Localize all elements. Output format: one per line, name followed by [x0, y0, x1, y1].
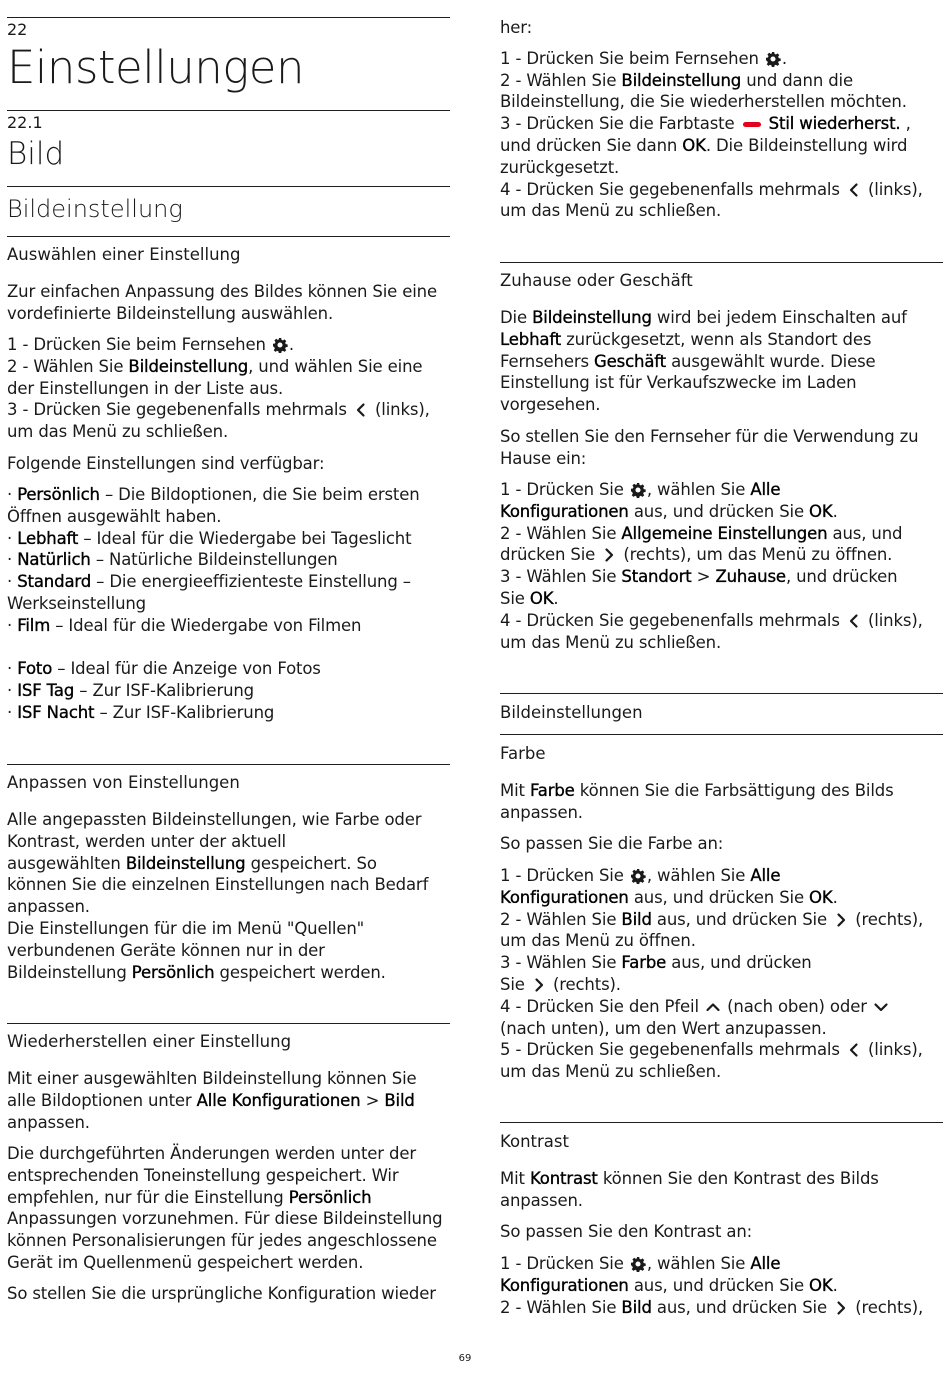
text-line: Mit	[500, 781, 530, 800]
bold-term: Stil wiederherst.	[763, 114, 901, 134]
list-item: · Persönlich – Die Bildoptionen, die Sie beim ersten	[7, 485, 420, 504]
item-name: Natürlich	[17, 550, 91, 570]
step-1: 1 - Drücken Sie	[500, 866, 629, 885]
text-line: alle Bildoptionen unter	[7, 1090, 197, 1110]
item-desc: – Ideal für die Wiedergabe von Filmen	[50, 615, 362, 635]
item-desc: – Zur ISF-Kalibrierung	[74, 680, 255, 700]
red-color-key-icon	[741, 116, 763, 132]
text-line: Bildeinstellung	[7, 962, 132, 982]
text-rest: gespeichert. So	[245, 853, 377, 873]
step-3: 3 - Drücken Sie gegebenenfalls mehrmals	[7, 400, 352, 420]
text-line: Einstellung ist für Verkaufszwecke im Laden	[500, 373, 857, 393]
text-line: Zur einfachen Anpassung des Bildes können Sie eine	[7, 282, 437, 301]
heading-rule	[7, 236, 450, 237]
item-desc: – Ideal für die Wiedergabe bei Tageslicht	[78, 528, 412, 548]
gear-icon	[630, 868, 646, 884]
text-rest: (rechts),	[850, 1297, 924, 1317]
text-line: anpassen.	[7, 1112, 90, 1132]
text-rest: aus, und drücken Sie	[651, 909, 833, 929]
bold-term: OK	[529, 588, 554, 608]
bold-term: Konfigurationen	[500, 501, 629, 521]
heading-bildeinstellungen: Bildeinstellungen	[500, 703, 643, 722]
text-rest: ,	[900, 114, 911, 134]
step-5-cont: um das Menü zu schließen.	[500, 1062, 722, 1082]
bold-term: OK	[809, 887, 833, 907]
text-line: vordefinierte Bildeinstellung auswählen.	[7, 303, 334, 323]
text-line: Die	[500, 308, 533, 327]
step-5: 5 - Drücken Sie gegebenenfalls mehrmals	[500, 1040, 845, 1060]
paragraph-zuhause-2	[500, 426, 943, 470]
text-rest: .	[832, 1275, 838, 1295]
chevron-up-icon	[705, 999, 721, 1015]
chevron-right-icon	[601, 547, 617, 563]
list-item-cont: Werkseinstellung	[7, 593, 147, 613]
gear-icon	[630, 482, 646, 498]
text-line: anpassen.	[500, 802, 583, 822]
step-2: 2 - Wählen Sie	[500, 523, 622, 543]
text-line: Hause ein:	[500, 448, 587, 468]
heading-wiederherstellen: Wiederherstellen einer Einstellung	[7, 1032, 292, 1051]
step-4-cont: um das Menü zu schließen.	[500, 632, 722, 652]
text-line: Mit einer ausgewählten Bildeinstellung können Sie	[7, 1069, 417, 1088]
step-2-rest: und dann die	[741, 70, 853, 90]
list-item-cont: Öffnen ausgewählt haben.	[7, 506, 222, 526]
step-2-cont: der Einstellungen in der Liste aus.	[7, 378, 284, 398]
item-name: Foto	[17, 659, 53, 678]
bold-term: Konfigurationen	[500, 887, 629, 907]
text-rest: (links),	[862, 610, 923, 630]
text-rest: (nach oben) oder	[722, 996, 872, 1016]
bold-term: OK	[809, 1275, 833, 1295]
chevron-right-icon	[531, 977, 547, 993]
step-2: 2 - Wählen Sie	[500, 909, 622, 929]
step-2-cont: Bildeinstellung, die Sie wiederherstellen möchten.	[500, 92, 907, 112]
paragraph-wiederherstellen-1	[7, 1068, 450, 1133]
list-item: · Foto – Ideal für die Anzeige von Fotos	[7, 659, 321, 678]
heading-rule	[500, 693, 943, 694]
text-line: So stellen Sie den Fernseher für die Verwendung zu	[500, 427, 919, 446]
paragraph-wiederherstellen-2	[7, 1143, 450, 1274]
chevron-right-icon	[833, 1300, 849, 1316]
chevron-left-icon	[353, 402, 369, 418]
list-item: · ISF Tag – Zur ISF-Kalibrierung	[7, 680, 255, 700]
paragraph-farbe-2: So passen Sie die Farbe an:	[500, 834, 724, 853]
paragraph-kontrast-2: So passen Sie den Kontrast an:	[500, 1222, 753, 1241]
path-separator: >	[360, 1090, 385, 1110]
subsection-rule	[7, 186, 450, 187]
text-line: Die Einstellungen für die im Menü "Quellen"	[7, 918, 365, 938]
text-line: her:	[500, 18, 533, 37]
step-1: 1 - Drücken Sie beim Fernsehen	[7, 335, 271, 354]
text-rest: zurückgesetzt, wenn als Standort des	[561, 329, 872, 349]
paragraph-anpassen	[7, 809, 450, 983]
heading-farbe: Farbe	[500, 744, 546, 763]
text-rest: aus, und drücken Sie	[628, 887, 810, 907]
list-item: · Standard – Die energieeffizienteste Einstellung –	[7, 572, 411, 592]
text-rest: .	[553, 588, 559, 608]
gear-icon	[630, 1256, 646, 1272]
chapter-title: Einstellungen	[7, 41, 304, 94]
text-line: empfehlen, nur für die Einstellung	[7, 1187, 289, 1207]
item-name: Persönlich	[17, 485, 100, 504]
step-1-end: .	[288, 335, 294, 354]
bold-term: Bildeinstellung	[532, 308, 652, 327]
step-4: 4 - Drücken Sie gegebenenfalls mehrmals	[500, 179, 845, 199]
gear-icon	[272, 337, 288, 353]
bold-term: Bildeinstellung	[128, 356, 249, 376]
step-3: 3 - Wählen Sie	[500, 567, 622, 587]
text-rest: , und drücken	[785, 567, 898, 587]
bold-term: Kontrast	[529, 1169, 598, 1188]
step-2: 2 - Wählen Sie	[7, 356, 129, 376]
text-rest: ausgewählt wurde. Diese	[666, 351, 876, 371]
bold-term: Geschäft	[594, 351, 666, 371]
text-line: verbundenen Geräte können nur in der	[7, 940, 325, 960]
restore-steps	[500, 17, 943, 222]
text-rest: können Sie die Farbsättigung des Bilds	[574, 781, 894, 800]
text-line: anpassen.	[7, 897, 90, 917]
heading-rule	[7, 764, 450, 765]
paragraph-kontrast	[500, 1168, 943, 1212]
bold-term: Farbe	[621, 953, 667, 973]
list-item: · Lebhaft – Ideal für die Wiedergabe bei Tageslicht	[7, 528, 412, 548]
path-separator: >	[691, 567, 716, 587]
text-rest: aus, und drücken	[666, 953, 812, 973]
steps-kontrast	[500, 1253, 943, 1318]
item-desc: – Natürliche Bildeinstellungen	[90, 550, 338, 570]
step-4-rest: (links),	[862, 179, 923, 199]
text-line: Gerät im Quellenmenü gespeichert werden.	[7, 1252, 364, 1272]
item-name: ISF Tag	[17, 680, 75, 700]
bold-term: OK	[809, 501, 833, 521]
text-rest: aus, und drücken Sie	[628, 1275, 810, 1295]
bold-term: Bildeinstellung	[621, 70, 742, 90]
text-line: können Sie die einzelnen Einstellungen nach Bedarf	[7, 875, 429, 895]
text-line: Kontrast, werden unter der aktuell	[7, 831, 286, 851]
bold-term: Persönlich	[288, 1187, 372, 1207]
step-2-cont: drücken Sie	[500, 545, 601, 565]
text-rest: , wählen Sie	[646, 1254, 751, 1273]
text-rest: .	[832, 501, 838, 521]
step-4-cont: um das Menü zu schließen.	[500, 201, 722, 221]
bold-term: Zuhause	[715, 567, 786, 587]
step-1: 1 - Drücken Sie beim Fernsehen	[500, 48, 764, 68]
settings-list	[7, 484, 450, 637]
step-3-cont: Sie	[500, 974, 530, 994]
steps-auswaehlen	[7, 334, 450, 443]
text-line: entsprechenden Toneinstellung gespeichert. Wir	[7, 1165, 399, 1185]
available-label: Folgende Einstellungen sind verfügbar:	[7, 454, 325, 473]
bold-term: Persönlich	[131, 962, 215, 982]
bold-term: Alle	[750, 1254, 781, 1273]
step-2-cont: um das Menü zu öffnen.	[500, 931, 696, 951]
heading-rule	[500, 734, 943, 735]
paragraph-zuhause	[500, 307, 943, 416]
text-line: Die durchgeführten Änderungen werden unter der	[7, 1144, 416, 1163]
chevron-down-icon	[873, 999, 889, 1015]
step-2: 2 - Wählen Sie	[500, 1297, 622, 1317]
list-item: · Film – Ideal für die Wiedergabe von Filmen	[7, 615, 362, 635]
item-name: Standard	[17, 572, 92, 592]
step-1: 1 - Drücken Sie	[500, 480, 629, 499]
bold-term: Lebhaft	[500, 329, 562, 349]
heading-rule	[500, 262, 943, 263]
step-4: 4 - Drücken Sie den Pfeil	[500, 996, 704, 1016]
heading-rule	[500, 1122, 943, 1123]
list-item: · ISF Nacht – Zur ISF-Kalibrierung	[7, 702, 275, 722]
step-1: 1 - Drücken Sie	[500, 1254, 629, 1273]
bold-term: Alle	[750, 866, 781, 885]
steps-zuhause	[500, 479, 943, 653]
text-line: können Personalisierungen für jedes angeschlossene	[7, 1231, 437, 1251]
chevron-left-icon	[846, 1042, 862, 1058]
paragraph-farbe	[500, 780, 943, 824]
list-item: · Natürlich – Natürliche Bildeinstellungen	[7, 550, 338, 570]
chevron-right-icon	[833, 912, 849, 928]
bold-term: Allgemeine Einstellungen	[621, 523, 828, 543]
heading-auswaehlen: Auswählen einer Einstellung	[7, 245, 241, 264]
text-rest: , wählen Sie	[646, 480, 751, 499]
text-rest: aus, und drücken Sie	[628, 501, 810, 521]
item-desc: – Zur ISF-Kalibrierung	[94, 702, 275, 722]
section-title: Bild	[7, 136, 65, 172]
item-name: Lebhaft	[17, 528, 79, 548]
text-line: Fernsehers	[500, 351, 595, 371]
text-rest: (links),	[862, 1040, 923, 1060]
step-3-cont: Sie	[500, 588, 530, 608]
text-line: Mit	[500, 1169, 530, 1188]
bold-term: Alle Konfigurationen	[196, 1090, 361, 1110]
step-3: 3 - Wählen Sie	[500, 953, 622, 973]
heading-rule	[7, 1023, 450, 1024]
text-rest: .	[832, 887, 838, 907]
bold-term: Bild	[621, 909, 652, 929]
subsection-title: Bildeinstellung	[7, 195, 183, 223]
text-rest: , wählen Sie	[646, 866, 751, 885]
bold-term: Bild	[384, 1090, 415, 1110]
item-desc: – Die energieeffizienteste Einstellung –	[91, 572, 411, 592]
text-rest: (rechts),	[850, 909, 924, 929]
chevron-left-icon	[846, 613, 862, 629]
bold-term: Farbe	[529, 781, 575, 800]
chapter-rule	[7, 17, 450, 18]
section-number: 22.1	[7, 113, 43, 132]
step-3-cont: zurückgesetzt.	[500, 157, 620, 177]
chapter-number: 22	[7, 20, 28, 39]
item-name: ISF Nacht	[17, 702, 95, 722]
page-number: 69	[458, 1353, 472, 1364]
step-3: 3 - Drücken Sie die Farbtaste	[500, 114, 740, 134]
text-rest: aus, und	[827, 523, 903, 543]
text-rest: können Sie den Kontrast des Bilds	[597, 1169, 879, 1188]
step-3-rest: (links),	[369, 400, 430, 420]
step-3-cont: und drücken Sie dann	[500, 135, 683, 155]
bold-term: Bild	[621, 1297, 652, 1317]
paragraph-intro	[7, 281, 450, 325]
text-line: ausgewählten	[7, 853, 126, 873]
text-rest: wird bei jedem Einschalten auf	[651, 308, 907, 327]
step-1-end: .	[781, 48, 787, 68]
text-rest: (rechts), um das Menü zu öffnen.	[618, 545, 893, 565]
heading-kontrast: Kontrast	[500, 1132, 569, 1151]
chevron-left-icon	[846, 182, 862, 198]
paragraph-wiederherstellen-3: So stellen Sie die ursprüngliche Konfiguration wieder	[7, 1284, 436, 1303]
bold-term: Standort	[621, 567, 692, 587]
step-4: 4 - Drücken Sie gegebenenfalls mehrmals	[500, 610, 845, 630]
section-rule	[7, 110, 450, 111]
gear-icon	[765, 51, 781, 67]
text-line: anpassen.	[500, 1190, 583, 1210]
settings-list-2	[7, 658, 450, 723]
steps-farbe	[500, 865, 943, 1083]
heading-anpassen: Anpassen von Einstellungen	[7, 773, 240, 792]
text-line: Anpassungen vorzunehmen. Für diese Bildeinstellung	[7, 1209, 443, 1229]
step-2-rest: , und wählen Sie eine	[248, 356, 423, 376]
step-3-cont: um das Menü zu schließen.	[7, 422, 229, 442]
text-rest: . Die Bildeinstellung wird	[705, 135, 908, 155]
text-rest: (rechts).	[547, 974, 621, 994]
bold-term: Alle	[750, 480, 781, 499]
bold-term: OK	[682, 135, 706, 155]
step-2: 2 - Wählen Sie	[500, 70, 622, 90]
text-rest: gespeichert werden.	[214, 962, 386, 982]
item-desc: – Die Bildoptionen, die Sie beim ersten	[99, 485, 420, 504]
bold-term: Bildeinstellung	[125, 853, 246, 873]
step-4-cont: (nach unten), um den Wert anzupassen.	[500, 1018, 827, 1038]
text-rest: aus, und drücken Sie	[651, 1297, 833, 1317]
heading-zuhause: Zuhause oder Geschäft	[500, 271, 693, 290]
text-line: vorgesehen.	[500, 395, 601, 415]
item-name: Film	[17, 615, 51, 635]
text-line: Alle angepassten Bildeinstellungen, wie Farbe oder	[7, 810, 422, 829]
item-desc: – Ideal für die Anzeige von Fotos	[52, 659, 321, 678]
bold-term: Konfigurationen	[500, 1275, 629, 1295]
